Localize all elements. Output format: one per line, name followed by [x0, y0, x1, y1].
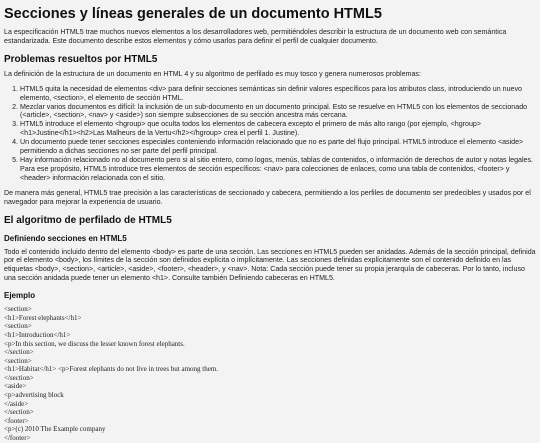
code-line: <h1>Forest elephants</h1>	[4, 313, 82, 322]
code-line: <h1>Habitat</h1> <p>Forest elephants do not live in trees but among them.	[4, 365, 219, 374]
code-line: <p>advertising block	[4, 391, 64, 400]
list-item: 4. Un documento puede tener secciones especiales conteniendo información relacionado que no es parte del flujo principal. HTML5 introduce el elemento <aside> permitiendo a dichas secciones no ser parte del perfil principal.	[20, 138, 536, 156]
code-line: <section>	[4, 356, 32, 365]
code-example	[4, 305, 536, 443]
list-item: 1. HTML5 quita la necesidad de elementos <div> para definir secciones semánticas sin definir valores específicos para los atributos class, introduciendo un nuevo elemento, <section>, el elemento de sección HTML.	[20, 85, 536, 103]
list-item: 3. HTML5 introduce el elemento <hgroup> que oculta todos los elementos de cabecera excepto el primero de más alto rango (por ejemplo, <hgroup><h1>Justine</h1><h2>Las Malheurs de la Vertu</h2></hgroup> crea el perfil 1. Justine).	[20, 120, 536, 138]
code-line: <h1>Introduction</h1>	[4, 330, 71, 339]
code-line: </aside>	[4, 399, 29, 408]
code-line: <p>(c) 2010 The Example company	[4, 425, 106, 434]
code-line: <p>In this section, we discuss the lesser known forest elephants.	[4, 339, 185, 348]
code-line: <aside>	[4, 382, 27, 391]
section-heading-problems: Problemas resueltos por HTML5	[4, 53, 158, 65]
list-item: 5. Hay información relacionado no al documento pero si al sitio entero, como logos, menús, tablas de contenidos, o información de derechos de autor y notas legales. Para ese propósito, HTML5 introduce tres elementos de sección específicos: <nav> para colecciones de enlaces, como una tabla de contenidos, <footer> y <header> información relacionada con el sitio.	[20, 156, 536, 183]
code-line: </footer>	[4, 434, 31, 443]
list-item: 2. Mezclar varios documentos es difícil: la inclusión de un sub-documento en un documento principal. Esto se resuelve en HTML5 con los elementos de seccionado (<article>, <section>, <nav> y <aside>) son siempre subsecciones de su sección ancestra más cercana.	[20, 103, 536, 121]
example-heading: Ejemplo	[4, 291, 36, 301]
code-line: <section>	[4, 322, 32, 331]
code-line: </section>	[4, 348, 34, 357]
code-line: </section>	[4, 408, 34, 417]
defining-sections-paragraph: Todo el contenido incluido dentro del elemento <body> es parte de una sección. Las secciones en HTML5 pueden ser anidadas. Además de la sección principal, definida por el elemento <body>, los límites de la sección son definidos explícita o implícitamente. Las secciones definidas explícitamente son el contenido definido en las etiquetas <body>, <section>, <article>, <aside>, <footer>, <header>, y <nav>. Nota: Cada sección puede tener su propia jerarquía de cabeceras. Por lo tanto, incluso una sección anidada puede tener un elemento <h1>. Consulte también Definiendo cabeceras en HTML5.	[4, 247, 536, 283]
problems-list	[4, 85, 536, 183]
page-title: Secciones y líneas generales de un documento HTML5	[4, 6, 382, 22]
problems-summary-paragraph: De manera más general, HTML5 trae precisión a las características de seccionado y cabecera, permitiendo a los perfiles de documento ser predecibles y usados por el navegador para mejorar la experiencia de usuario.	[4, 188, 531, 206]
intro-paragraph: La especificación HTML5 trae muchos nuevos elementos a los desarrolladores web, permitiéndoles describir la estructura de un documento web con semántica estandarizada. Este documento describe estos elementos y cómo usarlos para definir el perfil de cualquier documento.	[4, 28, 507, 45]
code-line: <section>	[4, 305, 32, 314]
subsection-heading-defining-sections: Definiendo secciones en HTML5	[4, 233, 127, 243]
problems-intro-paragraph: La definición de la estructura de un documento en HTML 4 y su algoritmo de perfilado es muy tosco y genera numerosos problemas:	[4, 69, 421, 78]
section-heading-algorithm: El algoritmo de perfilado de HTML5	[4, 214, 172, 226]
code-line: </section>	[4, 373, 34, 382]
code-line: <footer>	[4, 416, 29, 425]
